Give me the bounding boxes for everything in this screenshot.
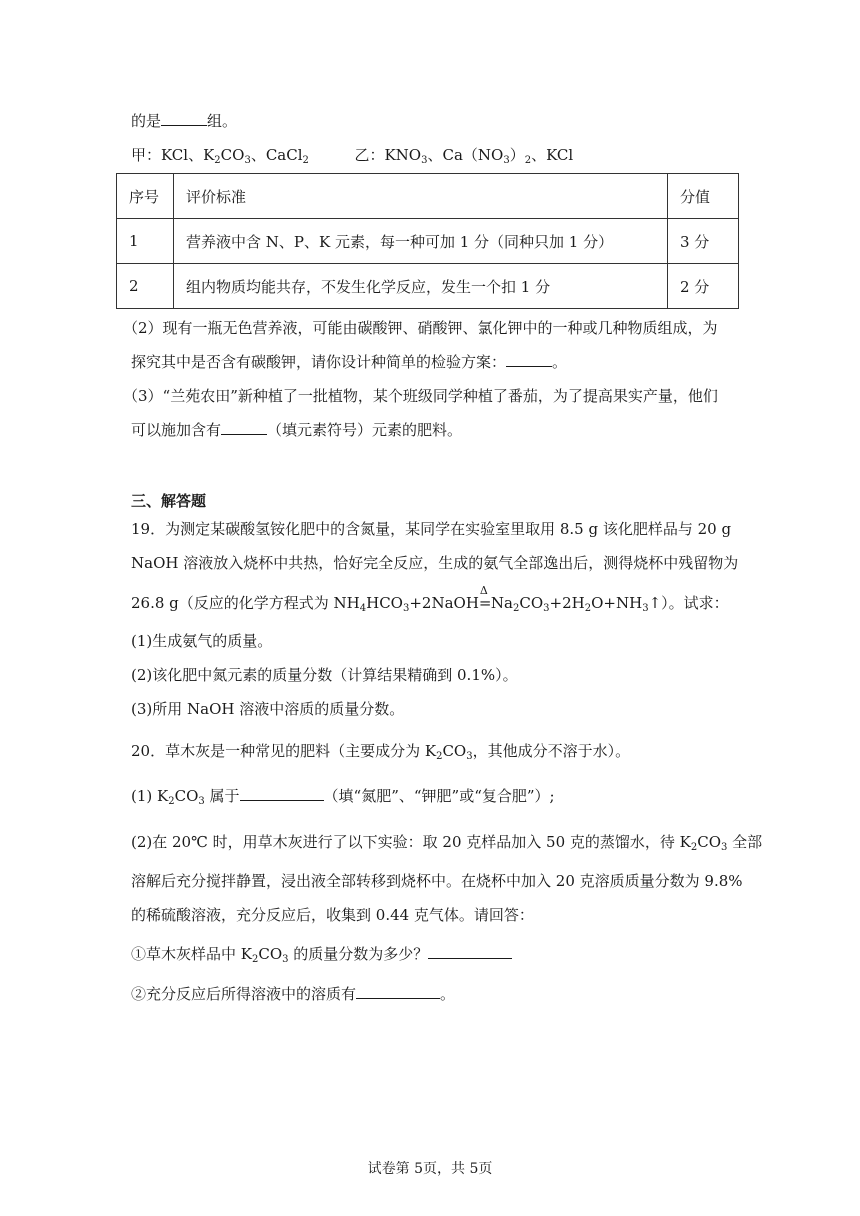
answer-blank[interactable]: [161, 111, 207, 126]
table-header-cell: 序号: [117, 174, 174, 219]
table-header-cell: 评价标准: [174, 174, 668, 219]
q20-line1: 20．草木灰是一种常见的肥料（主要成分为 $K_2CO_3$，其他成分不溶于水）。: [131, 742, 631, 762]
q20-question-b: ②充分反应后所得溶液中的溶质有 。: [131, 985, 456, 1003]
text-fragment: 可以施加含有: [131, 421, 222, 439]
group-yi: 乙：$KNO_3$、$Ca(NO_3)_2$、KCl: [354, 146, 574, 166]
table-cell: 3 分: [668, 219, 739, 264]
q20-sub2-line3: 的稀硫酸溶液，充分反应后，收集到 0.44 克气体。请回答：: [131, 906, 534, 924]
answer-blank[interactable]: [506, 352, 552, 367]
text-fragment: 。: [552, 353, 568, 371]
table-header-cell: 分值: [668, 174, 739, 219]
answer-blank[interactable]: [240, 786, 324, 801]
q18-part2-line2: [131, 352, 567, 372]
answer-blank[interactable]: [356, 984, 440, 999]
page-footer: 试卷第 5页，共 5页: [367, 1161, 493, 1177]
fertilizer-groups-line: [131, 145, 573, 171]
table-cell: 2: [117, 264, 174, 309]
q20-question-a: ①草木灰样品中 $K_2CO_3$ 的质量分数为多少？: [131, 944, 512, 970]
table-header-row: [117, 174, 739, 219]
table-cell: 组内物质均能共存，不发生化学反应，发生一个扣 1 分: [174, 264, 668, 309]
q20-sub2-line1: (2)在 20℃ 时，用草木灰进行了以下实验：取 20 克样品加入 50 克的蒸馏水，待 $K_2CO_3$ 全部: [131, 833, 763, 853]
q19-equation-line: 26.8 g（反应的化学方程式为 $NH_4HCO_3+2NaOH$ Δ $=Na_2CO_3+2H_2O+NH_3↑$）。试求：: [131, 584, 729, 614]
text-fragment: 探究其中是否含有碳酸钾，请你设计种简单的检验方案：: [131, 353, 507, 371]
q18-part2-line1: （2）现有一瓶无色营养液，可能由碳酸钾、硝酸钾、氯化钾中的一种或几种物质组成，为: [123, 319, 718, 337]
table-cell: 1: [117, 219, 174, 264]
q19-sub1: (1)生成氨气的质量。: [131, 632, 273, 650]
answer-blank[interactable]: [428, 944, 512, 959]
q18-part3-line2: [131, 420, 462, 440]
group-jia: 甲：KCl、$K_2CO_3$、CaCl$_2$: [131, 146, 309, 166]
table-row: [117, 264, 739, 309]
heat-condition-symbol: Δ =: [478, 584, 492, 612]
q19-line2: NaOH 溶液放入烧杯中共热，恰好完全反应，生成的氨气全部逸出后，测得烧杯中残留物为: [131, 554, 739, 572]
section-title: 三、解答题: [131, 492, 207, 510]
text-fragment: 的是: [131, 112, 162, 130]
q20-sub2-line2: 溶解后充分搅拌静置，浸出液全部转移到烧杯中。在烧杯中加入 20 克溶质质量分数为 9.8%: [131, 872, 743, 890]
text-fragment: 组。: [207, 112, 238, 130]
table-cell: 营养液中含 N、P、K 元素，每一种可加 1 分（同种只加 1 分）: [174, 219, 668, 264]
q19-sub2: (2)该化肥中氮元素的质量分数（计算结果精确到 0.1%）。: [131, 666, 518, 684]
table-row: [117, 219, 739, 264]
q19-sub3: (3)所用 NaOH 溶液中溶质的质量分数。: [131, 700, 405, 718]
q18-text-line: [131, 111, 237, 131]
table-cell: 2 分: [668, 264, 739, 309]
q19-line1: 19．为测定某碳酸氢铵化肥中的含氮量，某同学在实验室里取用 8.5 g 该化肥样品与 20 g: [131, 520, 732, 538]
evaluation-table: [116, 173, 739, 309]
text-fragment: （填元素符号）元素的肥料。: [267, 421, 463, 439]
answer-blank[interactable]: [221, 420, 267, 435]
q20-sub1: (1) $K_2CO_3$ 属于 （填“氮肥”、“钾肥”或“复合肥”）;: [131, 787, 555, 807]
q18-part3-line1: （3）“兰苑农田”新种植了一批植物，某个班级同学种植了番茄，为了提高果实产量，他们: [123, 387, 718, 405]
